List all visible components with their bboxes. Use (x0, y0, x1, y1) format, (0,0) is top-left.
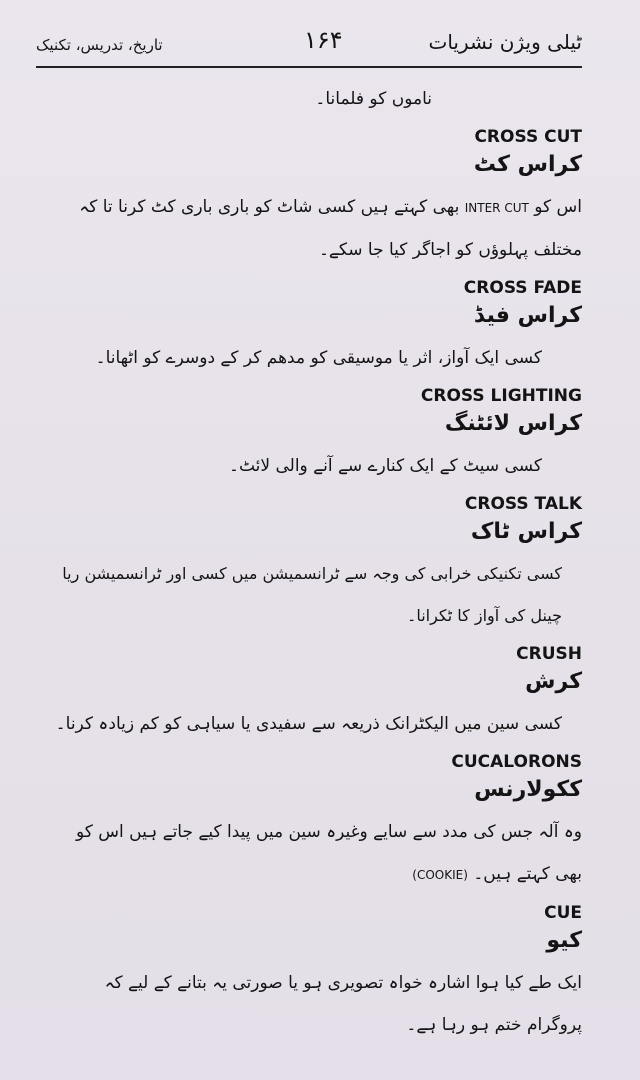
intro-line: ناموں کو فلمانا۔ (315, 89, 432, 109)
entry-cross-talk (40, 493, 582, 637)
term-english: CUCALORONS (451, 752, 582, 772)
entry-cross-lighting (40, 385, 582, 487)
definition-line-2: مختلف پہلوؤں کو اجاگر کیا جا سکے۔ (318, 240, 582, 260)
definition-part: اس کو (534, 197, 582, 217)
term-urdu: کراس کٹ (473, 152, 582, 177)
definition (40, 186, 582, 229)
term-urdu: کراس ٹاک (470, 519, 582, 544)
definition-latin: INTER CUT (464, 201, 529, 215)
definition-line-2: پروگرام ختم ہو رہا ہے۔ (406, 1015, 582, 1035)
entry-cross-cut (40, 126, 582, 271)
definition: کسی ایک آواز، اثر یا موسیقی کو مدھم کر کے دوسرے کو اٹھانا۔ (95, 348, 542, 368)
term-english: CROSS CUT (474, 127, 582, 147)
page-header (36, 22, 582, 68)
term-english: CUE (544, 903, 582, 923)
term-english: CROSS TALK (464, 494, 582, 514)
entry-cue (40, 902, 582, 1046)
definition: کسی سین میں الیکٹرانک ذریعہ سے سفیدی یا سیاہی کو کم زیادہ کرنا۔ (55, 714, 562, 734)
book-subtitle: تاریخ، تدریس، تکنیک (36, 36, 163, 54)
term-urdu: کرش (525, 669, 582, 694)
term-english: CROSS FADE (463, 278, 582, 298)
glossary-content (40, 78, 582, 1046)
definition-part: بھی کہتے ہیں کسی شاٹ کو باری باری کٹ کرنا تا کہ (79, 197, 460, 217)
page-number: ۱۶۴ (304, 26, 343, 54)
entry-cucalorons (40, 751, 582, 896)
term-urdu: کراس فیڈ (473, 303, 582, 328)
definition-latin: (COOKIE) (412, 868, 468, 882)
definition: وہ آلہ جس کی مدد سے سایے وغیرہ سین میں پیدا کیے جاتے ہیں اس کو (76, 822, 582, 842)
definition-line-2 (40, 853, 582, 896)
definition: کسی سیٹ کے ایک کنارے سے آنے والی لائٹ۔ (228, 456, 542, 476)
term-urdu: کیو (546, 928, 582, 953)
term-urdu: ککولارنس (474, 777, 582, 802)
book-title: ٹیلی ویژن نشریات (428, 30, 582, 54)
term-english: CROSS LIGHTING (420, 386, 582, 406)
term-english: CRUSH (516, 644, 582, 664)
entry-cross-fade (40, 277, 582, 379)
definition: کسی تکنیکی خرابی کی وجہ سے ٹرانسمیشن میں کسی اور ٹرانسمیشن ریا چینل کی آواز کا ٹکرانا۔ (62, 564, 562, 625)
definition: ایک طے کیا ہوا اشارہ خواہ تصویری ہو یا صورتی یہ بتانے کے لیے کہ (104, 973, 582, 993)
definition-part: بھی کہتے ہیں۔ (473, 864, 582, 884)
term-urdu: کراس لائٹنگ (444, 411, 582, 436)
entry-crush (40, 643, 582, 745)
